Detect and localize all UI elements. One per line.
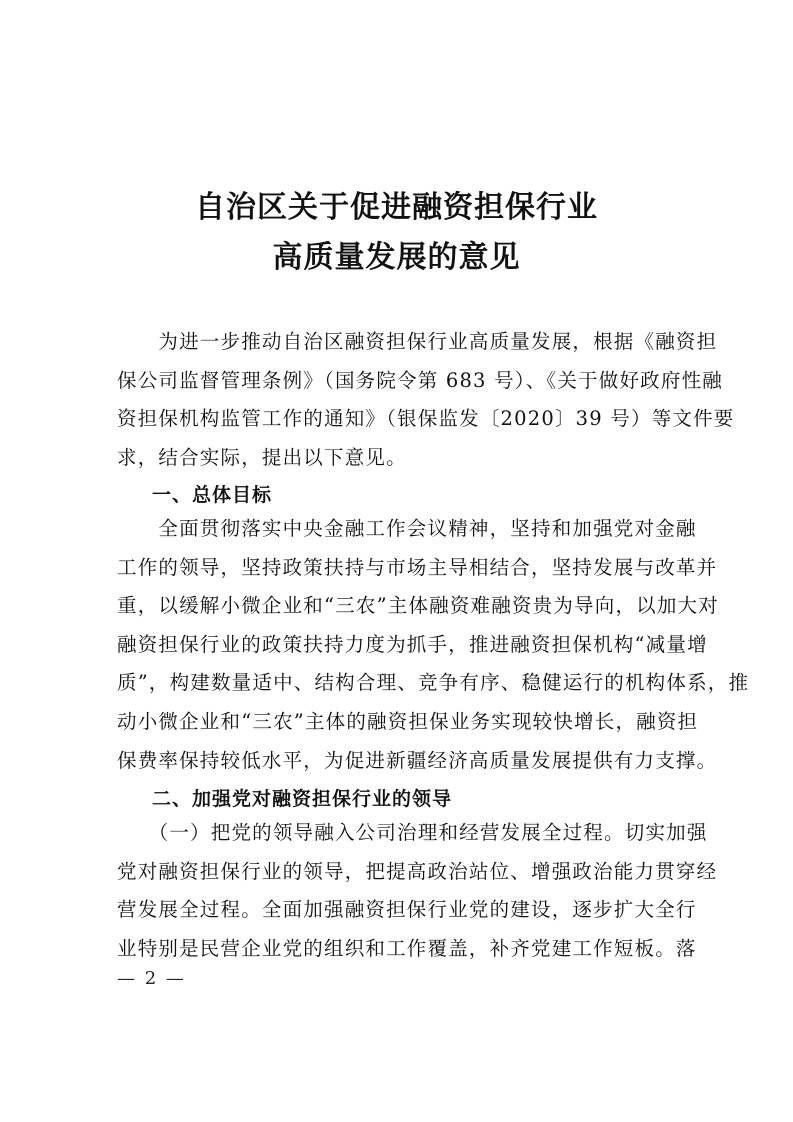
section-2-line: 业特别是民营企业党的组织和工作覆盖，补齐党建工作短板。落 bbox=[117, 936, 697, 960]
section-2-paragraph bbox=[117, 814, 718, 968]
section-1-heading: 一、总体目标 bbox=[152, 484, 273, 506]
intro-line: 求，结合实际，提出以下意见。 bbox=[117, 445, 407, 469]
document-title-line-2: 高质量发展的意见 bbox=[272, 240, 521, 275]
section-1-line: 动小微企业和“三农”主体的融资担保业务实现较快增长，融资担 bbox=[117, 709, 699, 733]
section-1-line: 全面贯彻落实中央金融工作会议精神，坚持和加强党对金融 bbox=[117, 517, 697, 540]
section-2-heading: 二、加强党对融资担保行业的领导 bbox=[152, 788, 453, 810]
document-title-line-1: 自治区关于促进融资担保行业 bbox=[195, 190, 598, 225]
section-2-line: 营发展全过程。全面加强融资担保行业党的建设，逐步扩大全行 bbox=[117, 898, 697, 922]
section-1-paragraph bbox=[117, 510, 750, 780]
page-number: — 2 — bbox=[117, 968, 186, 989]
section-1-line: 工作的领导，坚持政策扶持与市场主导相结合，坚持发展与改革并 bbox=[117, 555, 718, 579]
intro-paragraph bbox=[117, 323, 735, 477]
section-2-line: 党对融资担保行业的领导，把提高政治站位、增强政治能力贯穿经 bbox=[117, 859, 718, 883]
section-2-line: （一）把党的领导融入公司治理和经营发展全过程。切实加强 bbox=[117, 821, 708, 844]
section-1-line: 保费率保持较低水平，为促进新疆经济高质量发展提供有力支撑。 bbox=[117, 748, 718, 772]
intro-line: 保公司监督管理条例》（国务院令第 683 号）、《关于做好政府性融 bbox=[117, 368, 723, 392]
section-1-line: 融资担保行业的政策扶持力度为抓手，推进融资担保机构“减量增 bbox=[117, 632, 708, 656]
intro-line: 资担保机构监管工作的通知》（银保监发〔2020〕39 号）等文件要 bbox=[117, 407, 735, 431]
section-1-line: 质”，构建数量适中、结构合理、竞争有序、稳健运行的机构体系，推 bbox=[117, 671, 750, 695]
intro-line: 为进一步推动自治区融资担保行业高质量发展，根据《融资担 bbox=[117, 330, 718, 353]
section-1-line: 重，以缓解小微企业和“三农”主体融资难融资贵为导向，以加大对 bbox=[117, 594, 719, 618]
